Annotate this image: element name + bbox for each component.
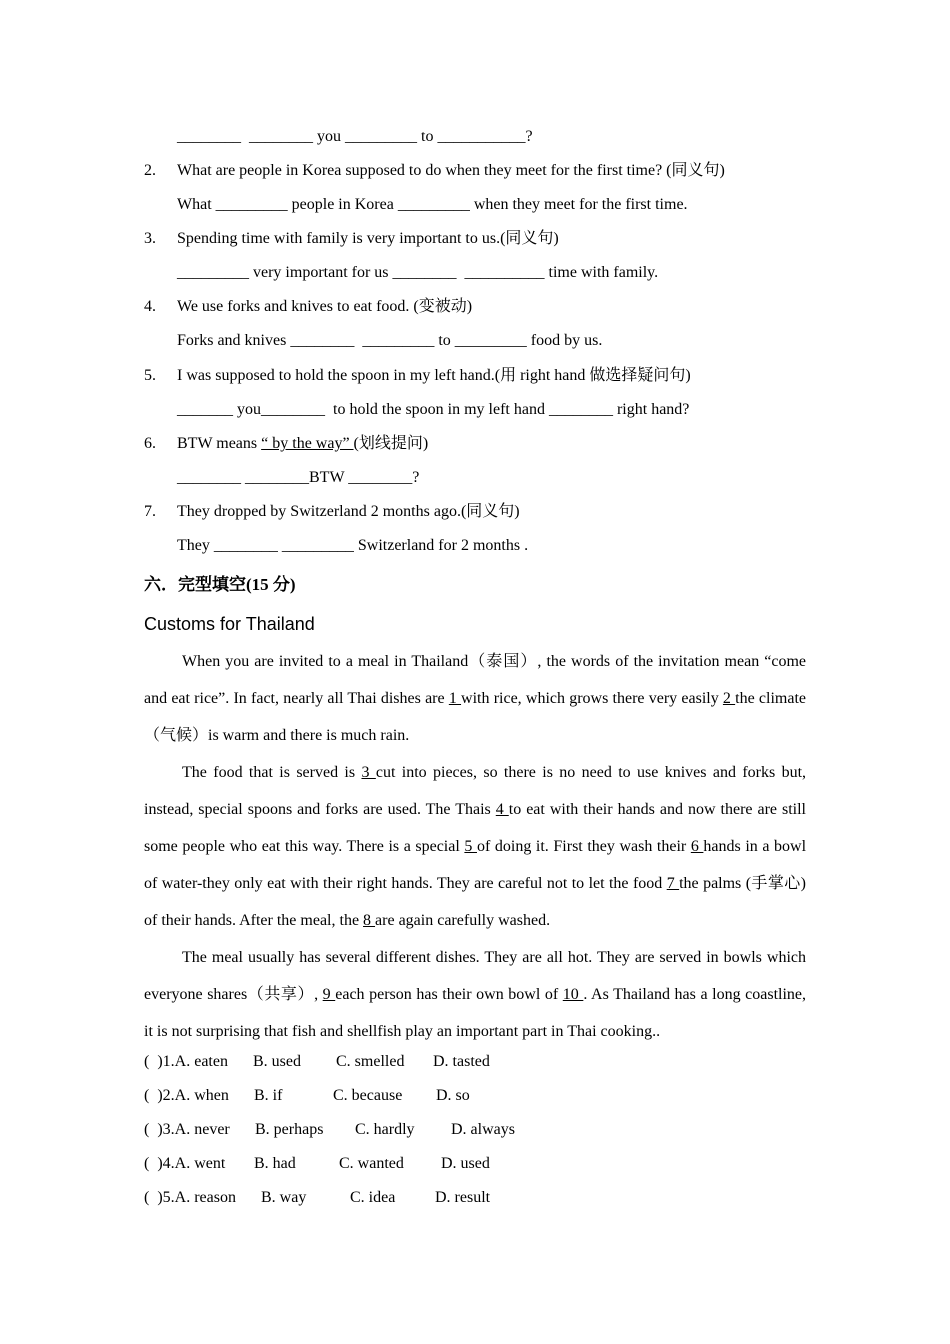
text: . As Thailand has a long coastline, it is not surprising that fish and shellfish play an important part in Thai cooking..	[144, 986, 807, 1040]
question-number: 3.	[144, 230, 156, 247]
answer-line: What _________ people in Korea _________ when they meet for the first time.	[177, 196, 688, 213]
text: the palms (手掌心) of their hands. After the meal, the	[144, 875, 806, 929]
option-d: D. always	[451, 1121, 515, 1138]
option-d: D. tasted	[433, 1053, 490, 1070]
text: The meal usually has several different dishes. They are all hot. They are served in bowls which everyone shares（共享）,	[144, 949, 806, 1003]
paragraph-1	[144, 643, 806, 754]
text: The food that is served is	[182, 764, 362, 781]
question-text: I was supposed to hold the spoon in my left hand.(用 right hand 做选择疑问句)	[177, 367, 691, 384]
option-d: D. so	[436, 1087, 470, 1104]
option-a: ( )3.A. never	[144, 1121, 230, 1138]
question-number: 4.	[144, 298, 156, 315]
blank-8: 8	[363, 912, 376, 929]
option-a: ( )2.A. when	[144, 1087, 229, 1104]
answer-line: ________ ________BTW ________?	[177, 469, 420, 486]
option-c: C. wanted	[339, 1155, 404, 1172]
answer-line: Forks and knives ________ _________ to _________ food by us.	[177, 332, 603, 349]
blank-3: 3	[361, 764, 376, 781]
blank-4: 4	[495, 801, 509, 818]
text: When you are invited to a meal in Thailand（泰国）, the words of the invitation mean “come and eat rice”. In fact, nearly all Thai dishes are	[144, 653, 806, 707]
option-d: D. used	[441, 1155, 490, 1172]
text: to eat with their hands and now there are still some people who eat this way. There is a special	[144, 801, 807, 855]
question-text: Spending time with family is very important to us.(同义句)	[177, 230, 559, 247]
text: with rice, which grows there very easily	[461, 690, 723, 707]
option-c: C. idea	[350, 1189, 396, 1206]
option-b: B. had	[254, 1155, 296, 1172]
text: each person has their own bowl of	[335, 986, 563, 1003]
question-number: 6.	[144, 435, 156, 452]
option-c: C. hardly	[355, 1121, 415, 1138]
passage	[144, 643, 806, 1050]
blank-5: 5	[464, 838, 477, 855]
option-b: B. if	[254, 1087, 283, 1104]
blank-7: 7	[666, 875, 680, 892]
section-heading: 六．完型填空(15 分)	[144, 575, 296, 594]
blank-2: 2	[722, 690, 736, 707]
option-d: D. result	[435, 1189, 491, 1206]
question-text	[177, 434, 428, 454]
underlined-phrase: “ by the way”	[261, 435, 354, 452]
option-b: B. used	[253, 1053, 301, 1070]
question-text: What are people in Korea supposed to do when they meet for the first time? (同义句)	[177, 162, 725, 179]
text: the climate （气候）is warm and there is much rain.	[144, 690, 806, 744]
text: cut into pieces, so there is no need to use knives and forks but, instead, special spoons and forks are used. The Thais	[144, 764, 807, 818]
blank-1: 1	[448, 690, 462, 707]
option-a: ( )5.A. reason	[144, 1189, 236, 1206]
answer-line: _________ very important for us ________ __________ time with family.	[177, 264, 659, 281]
question-number: 2.	[144, 162, 156, 179]
blank-6: 6	[690, 838, 704, 855]
blank-10: 10	[562, 986, 584, 1003]
answer-line: They ________ _________ Switzerland for 2 months .	[177, 537, 529, 554]
option-b: B. perhaps	[255, 1121, 324, 1138]
text: hands in a bowl of water-they only eat with their right hands. They are careful not to let the food	[144, 838, 807, 892]
paragraph-2	[144, 754, 806, 939]
answer-line: _______ you________ to hold the spoon in my left hand ________ right hand?	[177, 401, 690, 418]
text: are again carefully washed.	[375, 912, 551, 929]
question-text-pre: BTW means	[177, 435, 262, 452]
option-a: ( )1.A. eaten	[144, 1053, 228, 1070]
answer-line-1: ________ ________ you _________ to ___________?	[177, 128, 533, 145]
option-a: ( )4.A. went	[144, 1155, 226, 1172]
question-text: We use forks and knives to eat food. (变被动)	[177, 298, 473, 315]
paragraph-3	[144, 939, 806, 1050]
question-text-post: (划线提问)	[353, 435, 429, 452]
option-c: C. smelled	[336, 1053, 405, 1070]
blank-9: 9	[322, 986, 336, 1003]
passage-title: Customs for Thailand	[144, 614, 315, 634]
question-number: 7.	[144, 503, 156, 520]
question-text: They dropped by Switzerland 2 months ago.(同义句)	[177, 503, 520, 520]
option-b: B. way	[261, 1189, 307, 1206]
question-number: 5.	[144, 367, 156, 384]
text: of doing it. First they wash their	[476, 838, 691, 855]
option-c: C. because	[333, 1087, 403, 1104]
